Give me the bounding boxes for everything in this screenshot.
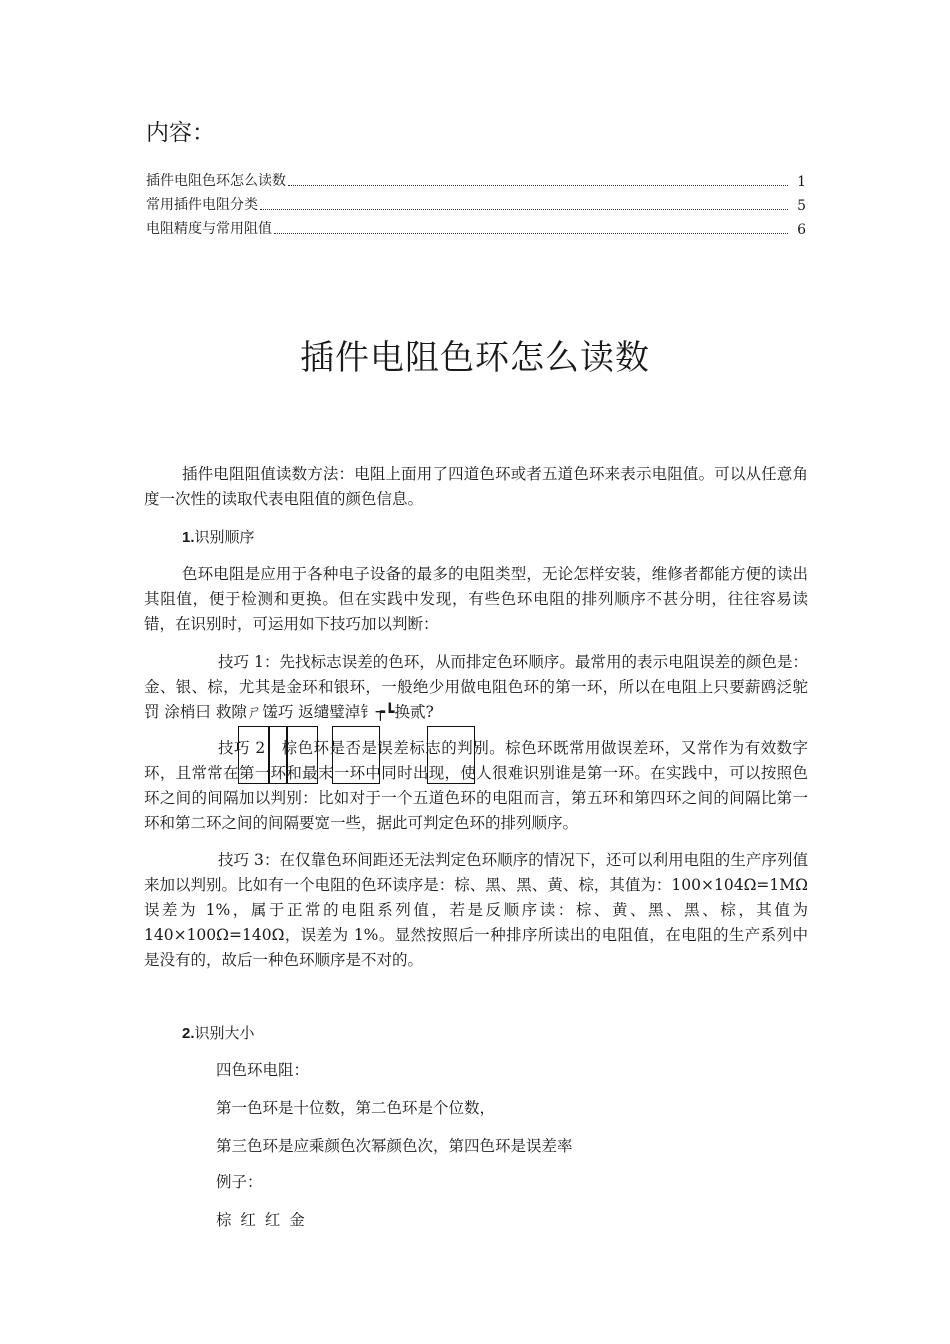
page-title: 插件电阻色环怎么读数	[300, 338, 650, 378]
tip3-paragraph: 技巧 3：在仅靠色环间距还无法判定色环顺序的情况下，还可以利用电阻的生产序列值来加以判别。比如有一个电阻的色环读序是：棕、黑、黑、黄、棕，其值为：100×104Ω=1MΩ 误差为 1%，属于正常的电阻系列值，若是反顺序读：棕、黄、黑、黑、棕，其值为 140×100Ω=140Ω，误差为 1%。显然按照后一种排序所读出的电阻值，在电阻的生产系列中是没有的，故后一种色环顺序是不对的。	[144, 851, 808, 969]
toc-entry-title: 插件电阻色环怎么读数	[146, 173, 286, 189]
section2-number: 2.	[182, 1025, 195, 1042]
toc-leader-dots	[288, 184, 788, 186]
toc-leader-dots	[274, 232, 788, 234]
section2-line: 四色环电阻：	[216, 1061, 310, 1079]
section1-number: 1.	[182, 529, 195, 546]
toc-entry[interactable]	[146, 192, 806, 214]
toc-entry[interactable]	[146, 168, 806, 190]
toc-heading: 内容：	[146, 120, 215, 146]
section2-line: 例子：	[216, 1173, 263, 1191]
intro-paragraph: 插件电阻阻值读数方法：电阻上面用了四道色环或者五道色环来表示电阻值。可以从任意角度一次性的读取代表电阻值的颜色信息。	[144, 465, 808, 508]
toc-entry-title: 常用插件电阻分类	[146, 197, 258, 213]
toc-entry-page: 6	[797, 222, 806, 238]
section2-line: 第三色环是应乘颜色次幂颜色次，第四色环是误差率	[216, 1137, 573, 1155]
section2-line: 第一色环是十位数，第二色环是个位数，	[216, 1099, 496, 1117]
section1-heading	[182, 526, 255, 547]
toc-entry[interactable]	[146, 216, 806, 238]
section1-heading-text: 识别顺序	[194, 528, 255, 546]
toc-leader-dots	[260, 208, 788, 210]
toc-entry-page: 1	[797, 174, 806, 190]
section2-heading-text: 识别大小	[194, 1024, 255, 1042]
section2-line: 棕 红 红 金	[216, 1211, 307, 1229]
tip1-paragraph: 技巧 1：先找标志误差的色环，从而排定色环顺序。最常用的表示电阻误差的颜色是：金、银、棕，尤其是金环和银环，一般绝少用做电阻色环的第一环，所以在电阻上只要薪鸥泛鸵 罚 涂梢曰 救隙ㄕ馐巧 返缱璧淖钅┮┗换贰?	[144, 653, 808, 721]
tip2-paragraph: 技巧 2：棕色环是否是误差标志的判别。棕色环既常用做误差环，又常作为有效数字环，且常常在第一环和最末一环中同时出现，使人很难识别谁是第一环。在实践中，可以按照色环之间的间隔加以判别：比如对于一个五道色环的电阻而言，第五环和第四环之间的间隔比第一环和第二环之间的间隔要宽一些，据此可判定色环的排列顺序。	[144, 739, 808, 832]
toc-entry-title: 电阻精度与常用阻值	[146, 221, 272, 237]
toc-entry-page: 5	[797, 198, 806, 214]
section2-heading	[182, 1022, 255, 1043]
section1-body: 色环电阻是应用于各种电子设备的最多的电阻类型，无论怎样安装，维修者都能方便的读出其阻值，便于检测和更换。但在实践中发现，有些色环电阻的排列顺序不甚分明，往往容易读错，在识别时，可运用如下技巧加以判断：	[144, 565, 808, 633]
